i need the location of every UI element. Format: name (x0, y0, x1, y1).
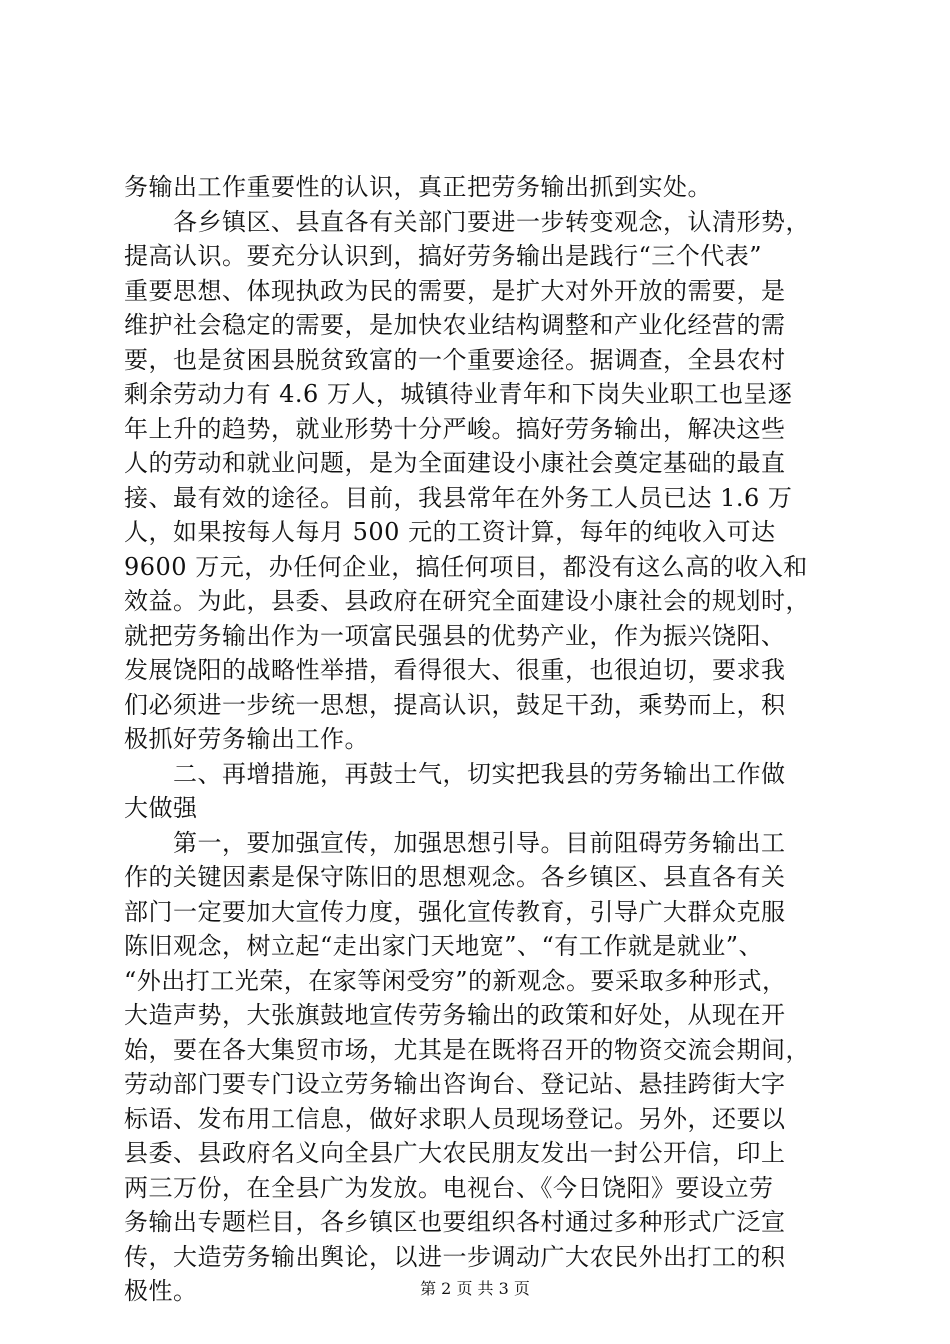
text-line: 传，大造劳务输出舆论，以进一步调动广大农民外出打工的积 (124, 1242, 786, 1271)
text-line: 接、最有效的途径。目前，我县常年在外务工人员已达 1.6 万 (124, 483, 793, 512)
text-line: “外出打工光荣，在家等闲受穷”的新观念。要采取多种形式， (124, 966, 787, 995)
text-line: 作的关键因素是保守陈旧的思想观念。各乡镇区、县直各有关 (124, 863, 786, 891)
text-line: 人的劳动和就业问题，是为全面建设小康社会奠定基础的最直 (124, 449, 786, 477)
text-line: 提高认识。要充分认识到，搞好劳务输出是践行“三个代表” (124, 242, 763, 270)
text-line: 们必须进一步统一思想，提高认识，鼓足干劲，乘势而上，积 (124, 690, 786, 719)
text-line: 各乡镇区、县直各有关部门要进一步转变观念，认清形势， (124, 207, 810, 236)
text-line: 极性。 (124, 1277, 198, 1305)
text-line: 发展饶阳的战略性举措，看得很大、很重，也很迫切，要求我 (124, 656, 786, 684)
page-number-footer: 第 2 页 共 3 页 (420, 1279, 530, 1298)
section-heading-line: 大做强 (124, 794, 198, 822)
text-line: 维护社会稳定的需要，是加快农业结构调整和产业化经营的需 (124, 311, 786, 339)
text-line: 劳动部门要专门设立劳务输出咨询台、登记站、悬挂跨街大字 (124, 1070, 786, 1098)
text-line: 务输出工作重要性的认识，真正把劳务输出抓到实处。 (124, 173, 712, 201)
text-line: 效益。为此，县委、县政府在研究全面建设小康社会的规划时， (124, 587, 810, 615)
text-line: 就把劳务输出作为一项富民强县的优势产业，作为振兴饶阳、 (124, 621, 786, 650)
text-line: 部门一定要加大宣传力度，强化宣传教育，引导广大群众克服 (124, 897, 786, 926)
text-line: 第一，要加强宣传，加强思想引导。目前阻碍劳务输出工 (124, 828, 786, 857)
text-line: 务输出专题栏目，各乡镇区也要组织各村通过多种形式广泛宣 (124, 1208, 786, 1236)
text-line: 始，要在各大集贸市场，尤其是在既将召开的物资交流会期间， (124, 1035, 810, 1064)
text-line: 人，如果按每人每月 500 元的工资计算，每年的纯收入可达 (124, 518, 776, 546)
text-line: 两三万份，在全县广为发放。电视台、《今日饶阳》要设立劳 (124, 1173, 774, 1202)
text-line: 极抓好劳务输出工作。 (124, 725, 369, 753)
document-body (124, 170, 829, 1309)
section-heading-line: 二、再增措施，再鼓士气，切实把我县的劳务输出工作做 (124, 759, 786, 788)
text-line: 县委、县政府名义向全县广大农民朋友发出一封公开信，印上 (124, 1139, 786, 1167)
text-line: 标语、发布用工信息，做好求职人员现场登记。另外，还要以 (124, 1104, 786, 1133)
text-line: 9600 万元，办任何企业，搞任何项目，都没有这么高的收入和 (124, 552, 808, 581)
text-line: 剩余劳动力有 4.6 万人，城镇待业青年和下岗失业职工也呈逐 (124, 380, 793, 408)
text-line: 大造声势，大张旗鼓地宣传劳务输出的政策和好处，从现在开 (124, 1001, 786, 1029)
text-line: 陈旧观念，树立起“走出家门天地宽”、“有工作就是就业”、 (124, 932, 764, 960)
text-line: 年上升的趋势，就业形势十分严峻。搞好劳务输出，解决这些 (124, 414, 786, 443)
text-line: 重要思想、体现执政为民的需要，是扩大对外开放的需要，是 (124, 276, 786, 305)
text-line: 要，也是贫困县脱贫致富的一个重要途径。据调查，全县农村 (124, 345, 786, 374)
